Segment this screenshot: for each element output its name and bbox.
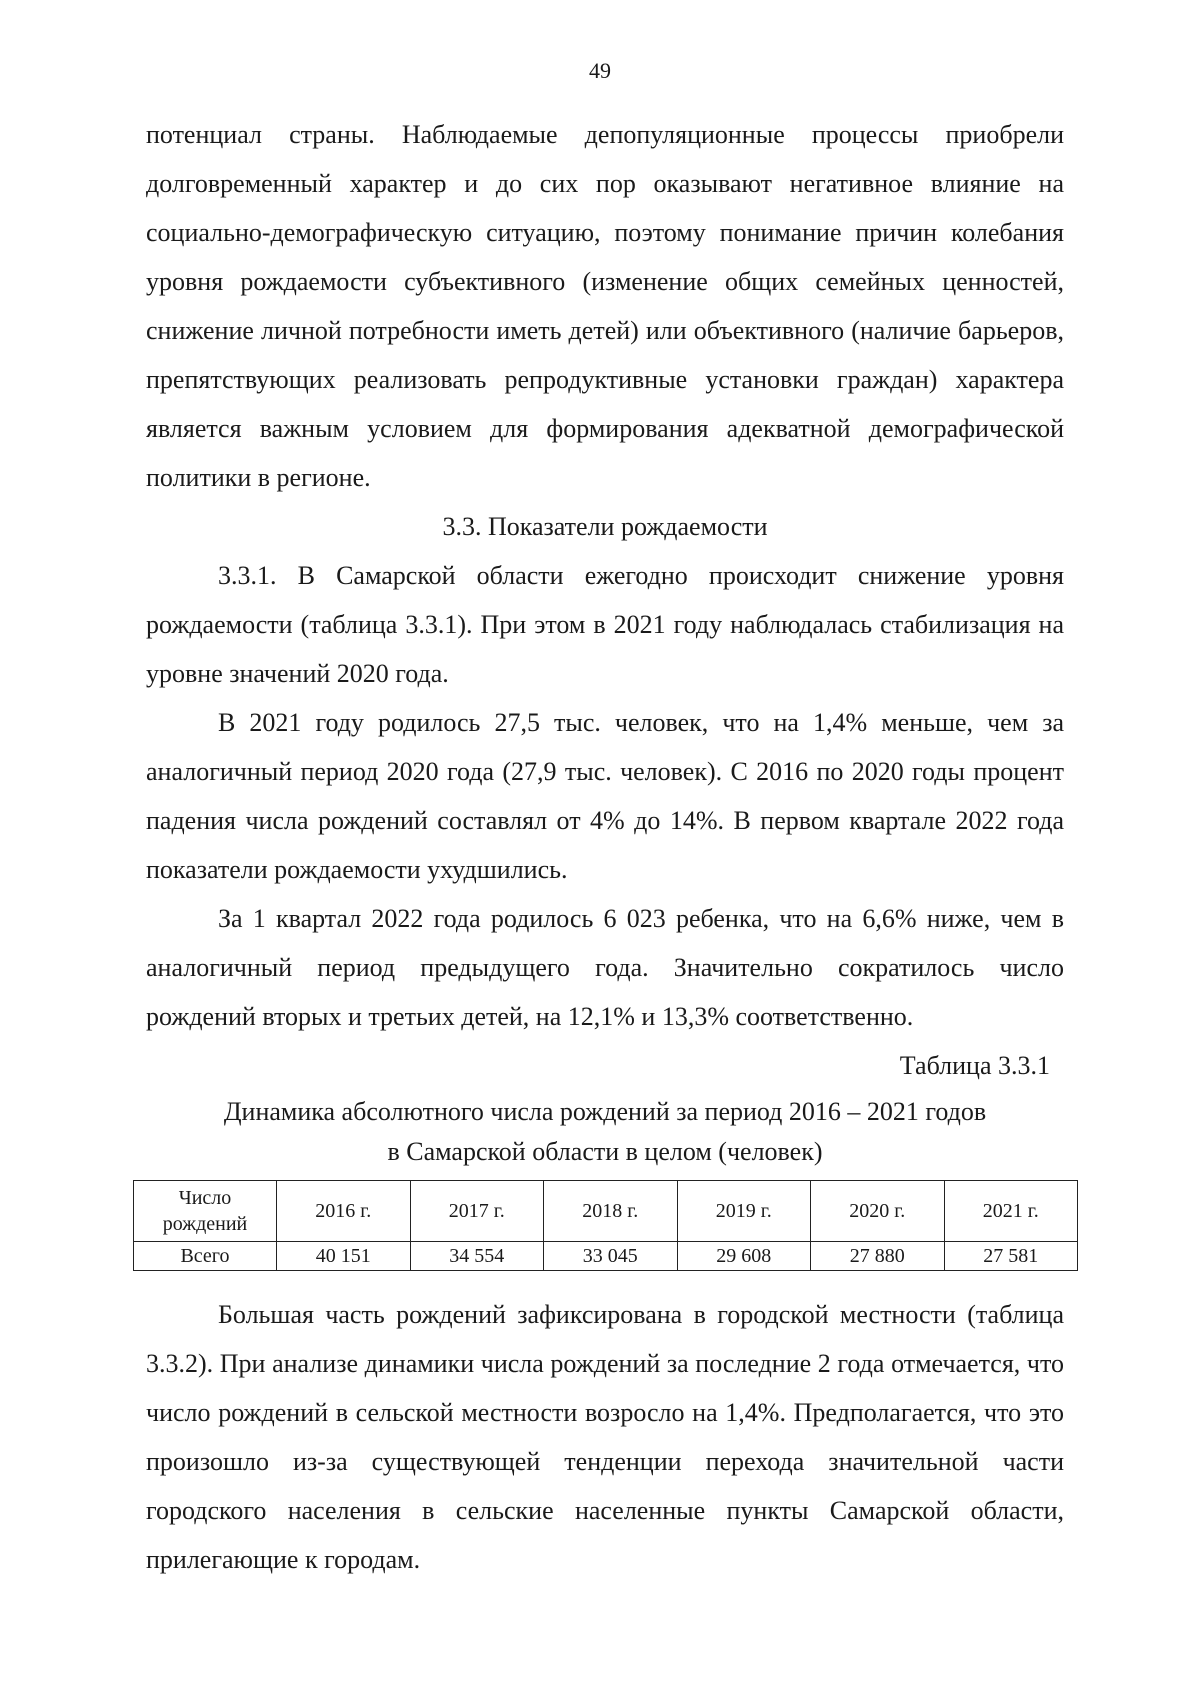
cell-2020: 27 880 [811, 1242, 945, 1271]
cell-2021: 27 581 [944, 1242, 1078, 1271]
cell-2016: 40 151 [277, 1242, 411, 1271]
births-table [133, 1180, 1078, 1271]
page-number: 49 [589, 58, 611, 83]
table-header-row [134, 1181, 1078, 1242]
table-caption-line2: в Самарской области в целом (человек) [387, 1137, 823, 1166]
header-year-2017: 2017 г. [410, 1181, 544, 1242]
paragraph-intro: потенциал страны. Наблюдаемые депопуляционные процессы приобрели долговременный характер и до сих пор оказывают негативное влияние на социально-демографическую ситуацию, поэтому понимание причин колебания уровня рождаемости субъективного (изменение общих семейных ценностей, снижение личной потребности иметь детей) или объективного (наличие барьеров, препятствующих реализовать репродуктивные установки граждан) характера является важным условием для формирования адекватной демографической политики в регионе. [146, 120, 1064, 492]
cell-2019: 29 608 [677, 1242, 811, 1271]
paragraph-quarter-2022: За 1 квартал 2022 года родилось 6 023 ребенка, что на 6,6% ниже, чем в аналогичный период предыдущего года. Значительно сократилось число рождений вторых и третьих детей, на 12,1% и 13,3% соответственно. [146, 904, 1064, 1031]
cell-2018: 33 045 [544, 1242, 678, 1271]
text-block-bottom [146, 1290, 1064, 1584]
header-births: Число рождений [134, 1181, 277, 1242]
table-label: Таблица 3.3.1 [899, 1051, 1050, 1080]
section-heading: 3.3. Показатели рождаемости [442, 512, 768, 541]
table-row [134, 1242, 1078, 1271]
paragraph-urban-rural: Большая часть рождений зафиксирована в городской местности (таблица 3.3.2). При анализе динамики числа рождений за последние 2 года отмечается, что число рождений в сельской местности возросло на 1,4%. Предполагается, что это произошло из-за существующей тенденции перехода значительной части городского населения в сельские населенные пункты Самарской области, прилегающие к городам. [146, 1300, 1064, 1574]
text-block-top [146, 110, 1064, 1170]
header-year-2020: 2020 г. [811, 1181, 945, 1242]
paragraph-3-3-1: 3.3.1. В Самарской области ежегодно происходит снижение уровня рождаемости (таблица 3.3.1). При этом в 2021 году наблюдалась стабилизация на уровне значений 2020 года. [146, 561, 1064, 688]
row-label-total: Всего [134, 1242, 277, 1271]
header-year-2021: 2021 г. [944, 1181, 1078, 1242]
cell-2017: 34 554 [410, 1242, 544, 1271]
header-year-2019: 2019 г. [677, 1181, 811, 1242]
header-year-2016: 2016 г. [277, 1181, 411, 1242]
paragraph-births-2021: В 2021 году родилось 27,5 тыс. человек, что на 1,4% меньше, чем за аналогичный период 2020 года (27,9 тыс. человек). С 2016 по 2020 годы процент падения числа рождений составлял от 4% до 14%. В первом квартале 2022 года показатели рождаемости ухудшились. [146, 708, 1064, 884]
header-year-2018: 2018 г. [544, 1181, 678, 1242]
table-caption-line1: Динамика абсолютного числа рождений за период 2016 – 2021 годов [223, 1097, 987, 1126]
table-container [133, 1180, 1078, 1271]
